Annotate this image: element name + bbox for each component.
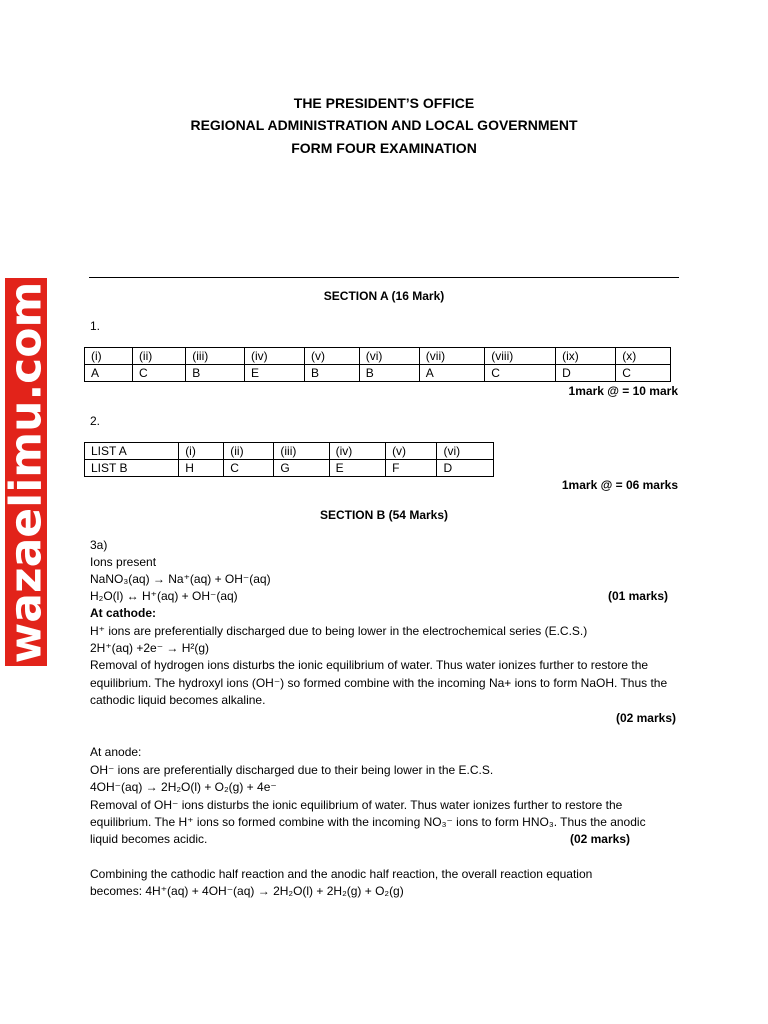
anode-paragraph-line-1: Removal of OH⁻ ions disturbs the ionic equilibrium of water. Thus water ionizes further to restore the [90,798,623,812]
anode-heading: At anode: [90,745,142,759]
anode-line-1: OH⁻ ions are preferentially discharged due to their being lower in the E.C.S. [90,763,494,777]
table-cell: A [419,365,484,382]
header-line-2: REGIONAL ADMINISTRATION AND LOCAL GOVERNMENT [190,117,578,133]
cathode-paragraph: Removal of hydrogen ions disturbs the ionic equilibrium of water. Thus water ionizes further to restore the equilibrium. The hydroxyl ions (OH⁻) so formed combine with the incoming Na+ ions to form NaOH. Thus the cathodic liquid becomes alkaline. [90,658,668,707]
table-cell: C [224,460,274,477]
table-cell: D [437,460,494,477]
question-2-table [84,442,494,477]
table-cell: F [386,460,437,477]
table-cell: (iv) [329,443,385,460]
table-cell: (vi) [437,443,494,460]
table-cell: LIST B [85,460,179,477]
table-cell: G [274,460,329,477]
table-row [85,365,671,382]
table-cell: E [244,365,304,382]
table-cell: B [186,365,245,382]
table-row [85,443,494,460]
cathode-equation: 2H⁺(aq) +2e⁻ → H²(g) [90,641,210,655]
question-1-number: 1. [90,319,101,333]
table-cell: D [556,365,616,382]
cathode-line-1: H⁺ ions are preferentially discharged due to being lower in the electrochemical series (E.C.S.) [90,624,588,638]
question-3a-label: 3a) [90,538,108,552]
table-row [85,348,671,365]
section-b-title: SECTION B (54 Marks) [319,508,449,522]
equation-2: H₂O(l) ↔ H⁺(aq) + OH⁻(aq) [90,589,238,603]
anode-equation: 4OH⁻(aq) → 2H₂O(l) + O₂(g) + 4e⁻ [90,780,277,794]
table-cell: H [179,460,224,477]
table-cell: B [359,365,419,382]
watermark-text: wazaelimu.com [0,281,52,663]
question-1-table [84,347,671,382]
table-cell: (viii) [485,348,556,365]
table-cell: (iii) [274,443,329,460]
table-cell: (ii) [224,443,274,460]
question-1-marks: 1mark @ = 10 mark [568,384,678,398]
header-line-3: FORM FOUR EXAMINATION [291,140,477,156]
table-cell: (iv) [244,348,304,365]
table-cell: (x) [616,348,671,365]
question-2-marks: 1mark @ = 06 marks [561,478,678,492]
marks-02-anode: (02 marks) [569,832,630,846]
table-cell: (iii) [186,348,245,365]
table-cell: C [485,365,556,382]
overall-line-2: becomes: 4H⁺(aq) + 4OH⁻(aq) → 2H₂O(l) + 2H₂(g) + O₂(g) [90,884,404,898]
divider [89,277,679,278]
header-line-1: THE PRESIDENT’S OFFICE [293,95,475,111]
anode-paragraph-line-2: equilibrium. The H⁺ ions so formed combine with the incoming NO₃⁻ ions to form HNO₃. Thus the anodic [90,815,646,829]
table-cell: C [132,365,185,382]
section-a-title: SECTION A (16 Mark) [323,289,445,303]
marks-01: (01 marks) [607,589,668,603]
equation-1: NaNO₃(aq) → Na⁺(aq) + OH⁻(aq) [90,572,271,586]
marks-02-cathode: (02 marks) [615,711,676,725]
table-cell: (i) [85,348,133,365]
table-cell: A [85,365,133,382]
table-cell: C [616,365,671,382]
table-cell: LIST A [85,443,179,460]
table-cell: E [329,460,385,477]
table-row [85,460,494,477]
anode-paragraph-line-3: liquid becomes acidic. [90,832,208,846]
table-cell: B [305,365,360,382]
overall-line-1: Combining the cathodic half reaction and the anodic half reaction, the overall reaction equation [90,867,593,881]
table-cell: (i) [179,443,224,460]
cathode-heading: At cathode: [90,606,156,620]
question-2-number: 2. [90,414,101,428]
table-cell: (v) [386,443,437,460]
table-cell: (ii) [132,348,185,365]
watermark-banner [0,278,52,666]
ions-present-label: Ions present [90,555,157,569]
table-cell: (vii) [419,348,484,365]
table-cell: (v) [305,348,360,365]
table-cell: (ix) [556,348,616,365]
table-cell: (vi) [359,348,419,365]
